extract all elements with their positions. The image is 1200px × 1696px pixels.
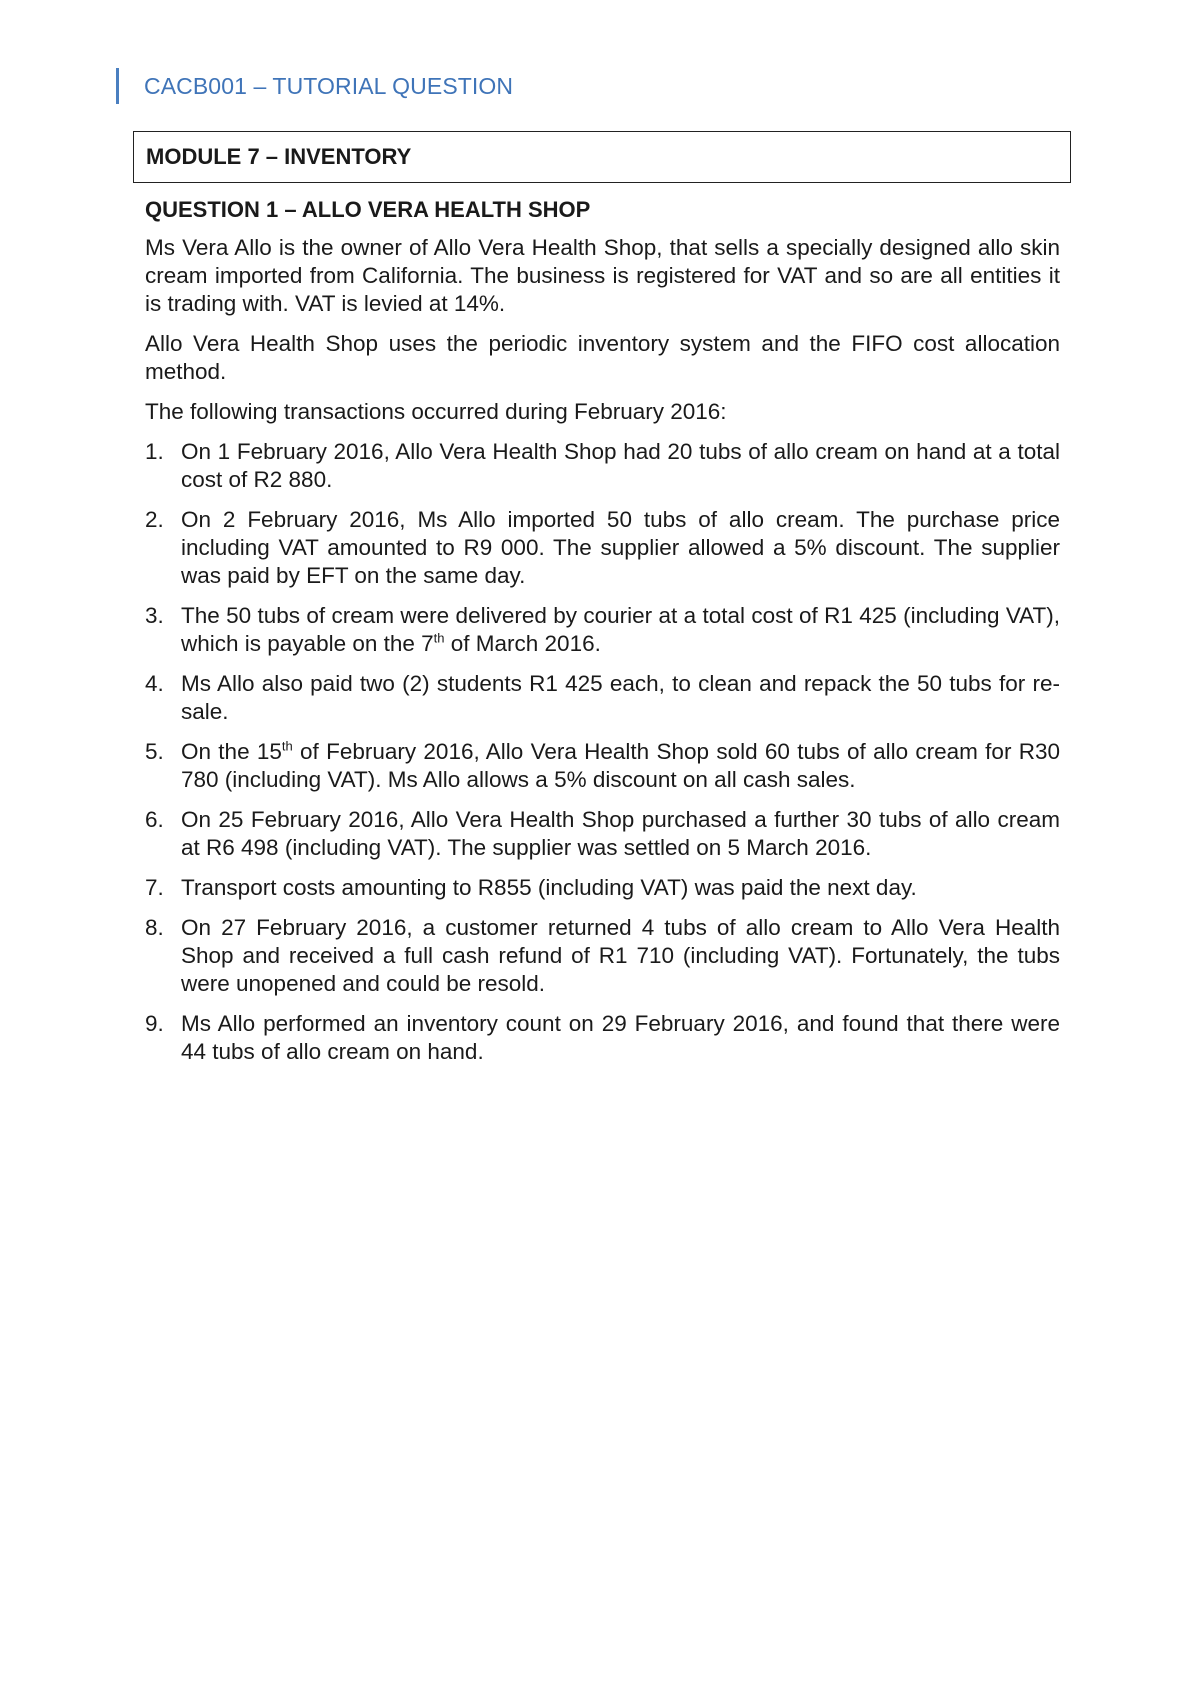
- list-item-text: On 25 February 2016, Allo Vera Health Shop purchased a further 30 tubs of allo cream at R6 498 (including VAT). The supplier was settled on 5 March 2016.: [181, 807, 1060, 860]
- list-item-number: 9.: [145, 1011, 164, 1036]
- list-item: [145, 438, 1060, 494]
- list-item: [145, 914, 1060, 998]
- list-item-text: Ms Allo performed an inventory count on 29 February 2016, and found that there were 44 tubs of allo cream on hand.: [181, 1011, 1060, 1064]
- list-item-number: 8.: [145, 915, 164, 940]
- list-item: [145, 806, 1060, 862]
- list-item: [145, 1010, 1060, 1066]
- ordinal-suffix: th: [433, 630, 445, 646]
- list-item: [145, 506, 1060, 590]
- question-title: QUESTION 1 – ALLO VERA HEALTH SHOP: [145, 197, 591, 222]
- header-title: CACB001 – TUTORIAL QUESTION: [144, 72, 514, 99]
- list-item: [145, 874, 1060, 902]
- list-item-number: 4.: [145, 671, 164, 696]
- text-segment: On the 15: [181, 739, 282, 764]
- intro-paragraph: Allo Vera Health Shop uses the periodic inventory system and the FIFO cost allocation method.: [145, 331, 1060, 384]
- list-item-text: Ms Allo also paid two (2) students R1 425 each, to clean and repack the 50 tubs for re-sale.: [181, 671, 1060, 724]
- list-item-text: Transport costs amounting to R855 (including VAT) was paid the next day.: [181, 875, 917, 900]
- list-item: [145, 602, 1060, 658]
- header-accent-bar: [116, 68, 119, 104]
- list-item-number: 6.: [145, 807, 164, 832]
- intro-paragraph: The following transactions occurred during February 2016:: [145, 399, 727, 424]
- list-item-number: 1.: [145, 439, 164, 464]
- module-title-box: [133, 131, 1071, 183]
- list-item-text: On 27 February 2016, a customer returned 4 tubs of allo cream to Allo Vera Health Shop and received a full cash refund of R1 710 (including VAT). Fortunately, the tubs were unopened and could be resold.: [181, 915, 1060, 996]
- list-item-number: 3.: [145, 603, 164, 628]
- text-segment: The 50 tubs of cream were delivered by courier at a total cost of R1 425 (including VAT), which is payable on the 7: [181, 603, 1060, 656]
- ordinal-suffix: th: [281, 738, 293, 754]
- list-item-text: [181, 738, 1060, 794]
- list-item-text: [181, 602, 1060, 658]
- question-content: [145, 196, 1060, 1078]
- list-item-number: 2.: [145, 507, 164, 532]
- text-segment: of February 2016, Allo Vera Health Shop sold 60 tubs of allo cream for R30 780 (including VAT). Ms Allo allows a 5% discount on all cash sales.: [181, 739, 1060, 792]
- module-title: MODULE 7 – INVENTORY: [146, 144, 412, 169]
- page-header: [116, 68, 513, 104]
- list-item-text: On 2 February 2016, Ms Allo imported 50 tubs of allo cream. The purchase price including VAT amounted to R9 000. The supplier allowed a 5% discount. The supplier was paid by EFT on the same day.: [181, 507, 1060, 588]
- list-item-text: On 1 February 2016, Allo Vera Health Shop had 20 tubs of allo cream on hand at a total cost of R2 880.: [181, 439, 1060, 492]
- transactions-list: [145, 438, 1060, 1066]
- list-item-number: 7.: [145, 875, 164, 900]
- intro-paragraph: Ms Vera Allo is the owner of Allo Vera Health Shop, that sells a specially designed allo skin cream imported from California. The business is registered for VAT and so are all entities it is trading with. VAT is levied at 14%.: [145, 235, 1060, 316]
- text-segment: of March 2016.: [444, 631, 601, 656]
- list-item-number: 5.: [145, 739, 164, 764]
- list-item: [145, 738, 1060, 794]
- list-item: [145, 670, 1060, 726]
